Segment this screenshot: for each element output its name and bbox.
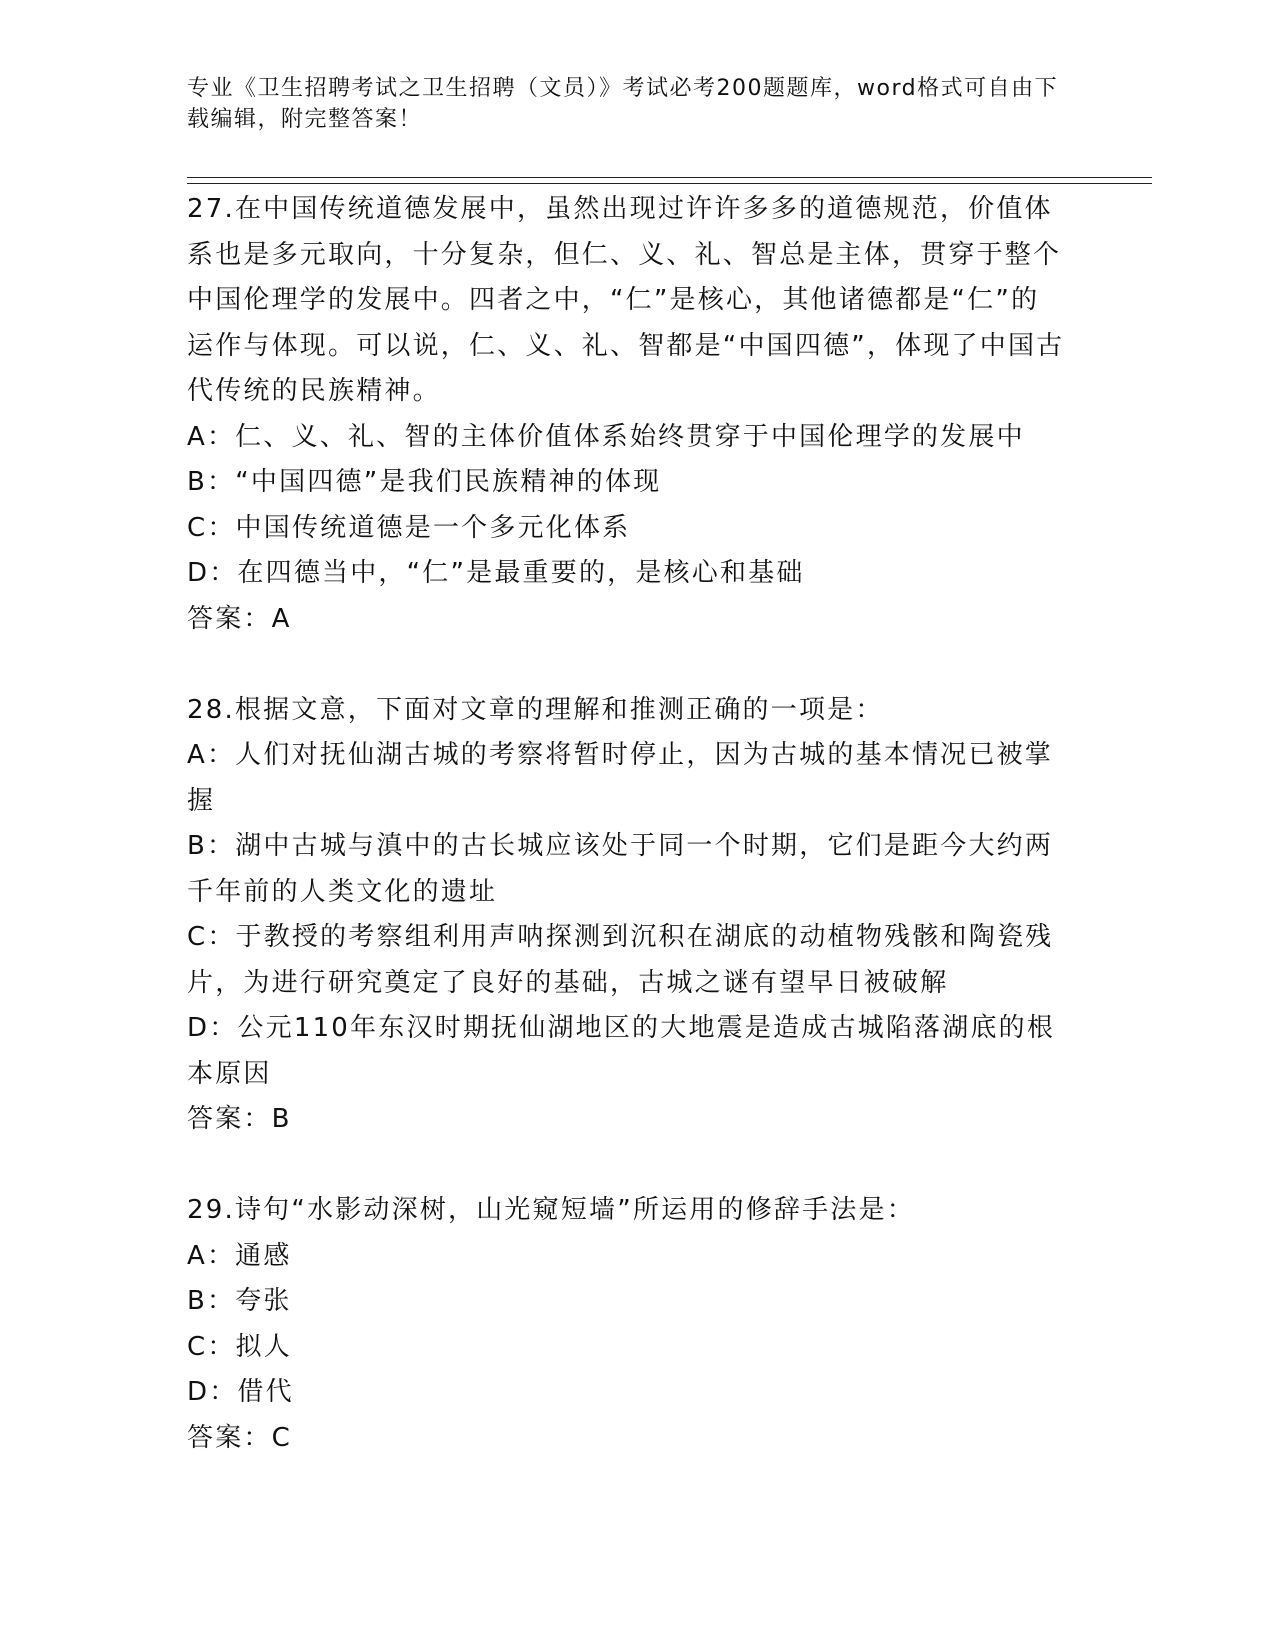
- answer-line: 答案：A: [187, 603, 292, 634]
- question-spacer: [187, 1143, 1067, 1189]
- option-d: D：借代: [187, 1377, 294, 1407]
- question-spacer: [187, 642, 1067, 688]
- question-stem: 28.根据文意，下面对文章的理解和推测正确的一项是：: [187, 694, 884, 725]
- option-b: B：湖中古城与滇中的古长城应该处于同一个时期，它们是距今大约两千年前的人类文化的遗址: [187, 831, 1054, 907]
- document-header: 专业《卫生招聘考试之卫生招聘（文员）》考试必考200题题库，word格式可自由下载编辑，附完整答案！: [187, 76, 1059, 132]
- question-list: [187, 187, 1067, 1461]
- option-c: C：于教授的考察组利用声呐探测到沉积在湖底的动植物残骸和陶瓷残片，为进行研究奠定了良好的基础，古城之谜有望早日被破解: [187, 922, 1054, 998]
- header-rule-bottom: [187, 183, 1152, 184]
- option-b: B：夸张: [187, 1286, 292, 1316]
- question-27: [187, 187, 1067, 642]
- option-a: A：通感: [187, 1240, 292, 1271]
- option-a: A：人们对抚仙湖古城的考察将暂时停止，因为古城的基本情况已被掌握: [187, 740, 1053, 816]
- question-stem: 27.在中国传统道德发展中，虽然出现过许许多多的道德规范，价值体系也是多元取向，十分复杂，但仁、义、礼、智总是主体，贯穿于整个中国伦理学的发展中。四者之中，“仁”是核心，其他诸德都是“仁”的运作与体现。可以说，仁、义、礼、智都是“中国四德”，体现了中国古代传统的民族精神。: [187, 194, 1065, 406]
- option-b: B：“中国四德”是我们民族精神的体现: [187, 467, 662, 497]
- option-c: C：拟人: [187, 1331, 292, 1362]
- option-a: A：仁、义、礼、智的主体价值体系始终贯穿于中国伦理学的发展中: [187, 421, 1025, 452]
- option-d: D：公元110年东汉时期抚仙湖地区的大地震是造成古城陷落湖底的根本原因: [187, 1013, 1056, 1089]
- question-29: [187, 1188, 1067, 1461]
- answer-line: 答案：B: [187, 1104, 292, 1134]
- question-stem: 29.诗句“水影动深树，山光窥短墙”所运用的修辞手法是：: [187, 1195, 915, 1225]
- header-rule-top: [187, 177, 1152, 178]
- question-28: [187, 688, 1067, 1143]
- option-c: C：中国传统道德是一个多元化体系: [187, 512, 631, 543]
- answer-line: 答案：C: [187, 1422, 292, 1453]
- option-d: D：在四德当中，“仁”是最重要的，是核心和基础: [187, 558, 805, 588]
